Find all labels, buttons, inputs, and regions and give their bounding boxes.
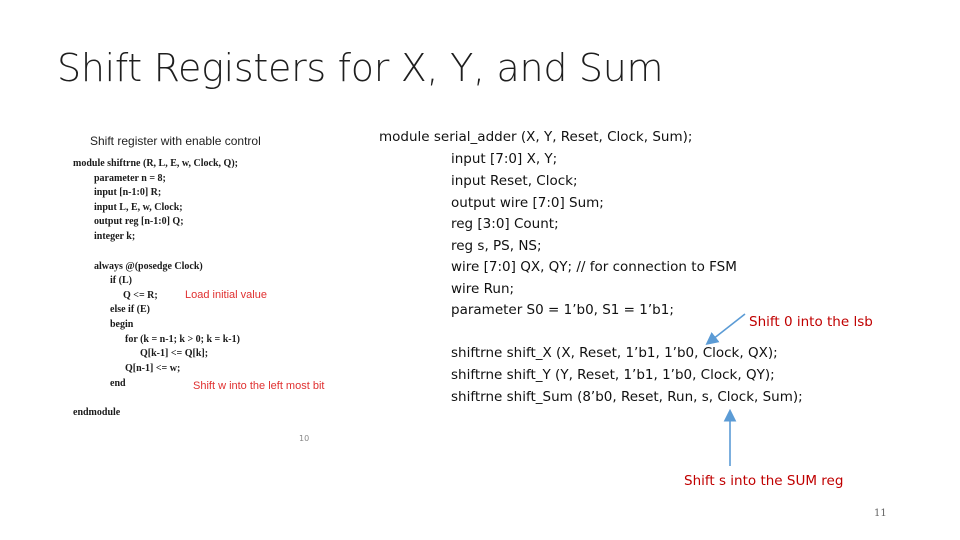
code-image-line: input [n-1:0] R;: [94, 187, 162, 198]
page-number: 11: [874, 508, 887, 519]
code-image-line: module shiftrne (R, L, E, w, Clock, Q);: [73, 158, 238, 169]
code-image-page-number: 10: [299, 434, 310, 443]
code-image-line: parameter n = 8;: [94, 173, 166, 184]
code-line: reg s, PS, NS;: [451, 238, 542, 254]
code-image-heading: Shift register with enable control: [90, 134, 261, 148]
shift-register-code-image: [70, 130, 360, 430]
code-image-line: if (L): [110, 275, 132, 286]
code-image-line: end: [110, 378, 126, 389]
code-line: reg [3:0] Count;: [451, 216, 559, 232]
code-image-line: input L, E, w, Clock;: [94, 202, 183, 213]
slide-title: Shift Registers for X, Y, and Sum: [57, 46, 664, 90]
code-line-module: module serial_adder (X, Y, Reset, Clock, Sum);: [379, 129, 693, 145]
code-line: wire [7:0] QX, QY; // for connection to FSM: [451, 259, 737, 275]
code-image-line: output reg [n-1:0] Q;: [94, 216, 184, 227]
code-line: input [7:0] X, Y;: [451, 151, 558, 167]
code-image-line: Q <= R;: [123, 290, 158, 301]
code-line-shift-x: shiftrne shift_X (X, Reset, 1’b1, 1’b0, Clock, QX);: [451, 345, 778, 361]
load-initial-value-note: Load initial value: [185, 289, 267, 301]
code-image-line: Q[n-1] <= w;: [125, 363, 181, 374]
code-image-line: begin: [110, 319, 134, 330]
code-line: wire Run;: [451, 281, 515, 297]
code-image-line: always @(posedge Clock): [94, 261, 203, 272]
code-image-line: else if (E): [110, 304, 150, 315]
code-line: output wire [7:0] Sum;: [451, 195, 604, 211]
code-image-line: Q[k-1] <= Q[k];: [140, 348, 209, 359]
shift-0-lsb-annotation: Shift 0 into the lsb: [749, 314, 873, 330]
arrow-to-shift-x-lsb: [708, 314, 745, 343]
code-line-shift-y: shiftrne shift_Y (Y, Reset, 1’b1, 1’b0, Clock, QY);: [451, 367, 775, 383]
code-line: input Reset, Clock;: [451, 173, 578, 189]
code-image-line: for (k = n-1; k > 0; k = k-1): [125, 334, 240, 345]
code-line-shift-sum: shiftrne shift_Sum (8’b0, Reset, Run, s, Clock, Sum);: [451, 389, 803, 405]
code-image-line: integer k;: [94, 231, 136, 242]
code-image-line: endmodule: [73, 407, 121, 418]
shift-w-note: Shift w into the left most bit: [193, 380, 325, 392]
shift-s-sum-annotation: Shift s into the SUM reg: [684, 473, 844, 489]
code-line: parameter S0 = 1’b0, S1 = 1’b1;: [451, 302, 674, 318]
